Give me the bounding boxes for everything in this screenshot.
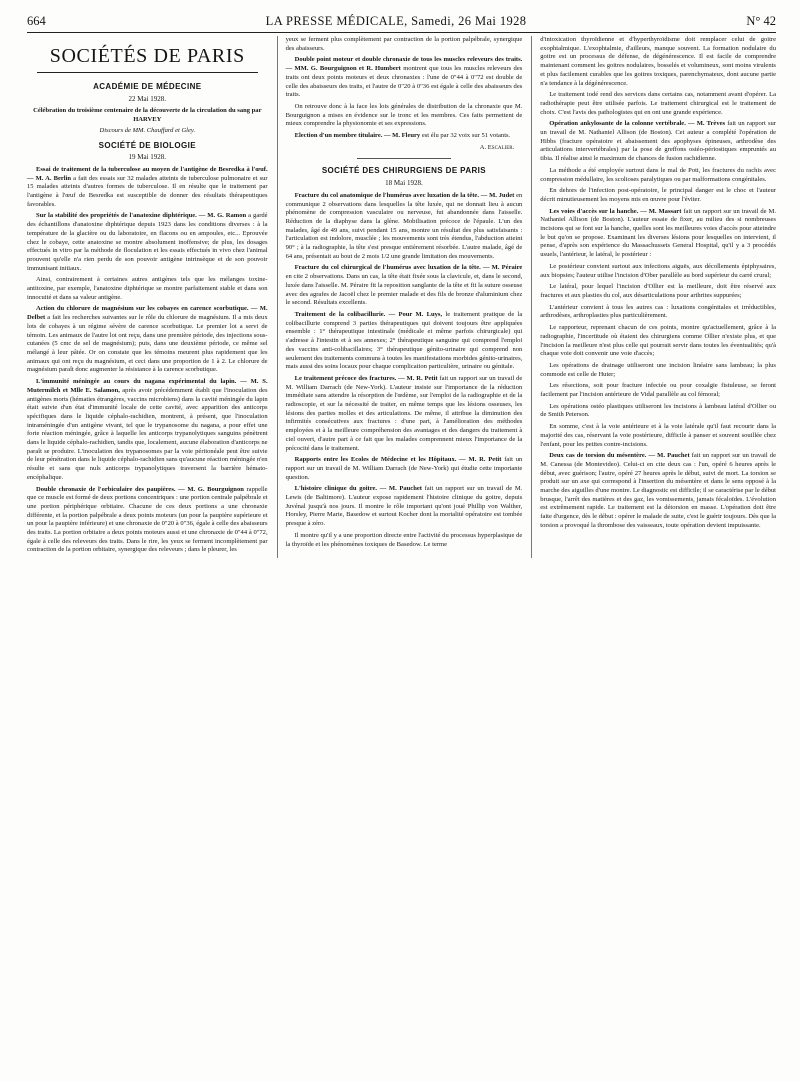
page-header: [27, 14, 776, 33]
article-magnesium: Action du chlorure de magnésium sur les cobayes en carence scorbutique. — M. Delbet a fait les recherches suivantes sur le rôle du chlorure de magnésium. Il a mis deux lots de cobayes à un régime sévère de carence scorbutique. Le premier lot a servi de témoin. Les animaux de l'autre lot ont reçu, dans une première période, des injections sous-cutanées (5 cmc de sel de magnésium); puis, dans une deuxième période, ce même sel mélangé à leur pâtée. Or on constate que les témoins meurent plus rapidement que les animaux qui ont reçu du magnésium, et ceci dans une proportion de 1 à 2. Le chlorure de magnésium paraît donc augmenter la résistance à la carence scorbutique.: [27, 305, 268, 374]
article-goitre-cont: Il montre qu'il y a une proportion directe entre l'activité du processus hyperplasique de la thyroïde et les phénomènes toxiques de Basedow. Le terme: [285, 531, 523, 548]
hanche-anterieur: L'antérieur convient à tous les autres cas : luxations congénitales et irréductibles, arthrodèses, arthroplasties plus particulièrement.: [540, 303, 776, 320]
chirurgiens-heading: SOCIÉTÉ DES CHIRURGIENS DE PARIS: [321, 166, 487, 176]
article-anatoxine: Sur la stabilité des propriétés de l'anatoxine diphtérique. — M. G. Ramon a gardé des échantillons d'anatoxine diphtérique depuis 1923 dans les conditions diverses : à la température de la glacière ou du laboratoire, en flacons ou en ampoules, etc... Eprouvée chez le cobaye, cette anatoxine se montre absolument inoffensive; de plus, les dosages effectués in vitro par la méthode de floculation et les essais effectués in vivo chez l'animal prouvent qu'elle n'a rien perdu de son pouvoir antigène intrinsèque et de son pouvoir immunisant initiaux.: [27, 212, 268, 272]
article-election: Election d'un membre titulaire. — M. Fleury est élu par 32 voix sur 51 votants.: [294, 132, 511, 140]
academie-date: 22 Mai 1928.: [128, 94, 167, 103]
columns: [27, 36, 776, 558]
column-3: [531, 36, 776, 558]
hanche-resections: Les résections, soit pour fracture infectée ou pour coxalgie fistuleuse, se feront facilement par l'incision antérieure de Vidal parallèle au col fémoral;: [540, 382, 776, 399]
article-goitre: L'histoire clinique du goitre. — M. Pauchet fait un rapport sur un travail de M. Lewis (de Baltimore). L'auteur expose rapidement l'histoire clinique du goitre, depuis Juvénal jusqu'à nos jours. Il montre le rôle important qu'ont joué Phillip von Walther, Horsley, Pierre Marie, Basedow et surtout Kocher dont la mortalité opératoire est tombée presque à zéro.: [285, 485, 523, 528]
article-hanche: Les voies d'accès sur la hanche. — M. Massart fait un rapport sur un travail de M. Nathaniel Allison (de Boston). L'auteur essaie de fixer, au milieu des si nombreuses incisions qui se font sur la hanche, quelles sont les meilleures voies d'accès pour atteindre le but qu'on se propose. Examinant les diverses lésions pour lesquelles on intervient, il pense, d'après son expérience du Massachussets General Hospital, qu'il y a 3 procédés usuels, l'antérieur, le latéral, le postérieur :: [540, 207, 776, 259]
article-ankylosante: Opération ankylosante de la colonne vertébrale. — M. Trèves fait un rapport sur un travail de M. Nathaniel Allison (de Boston). Cet auteur a complété l'opération de Hibbs (fracture opératoire et abaissement des apophyses épineuses, arthrodèse des articulations intervertébrales) par la pose de greffons ostéo-périostiques empruntés au tibia. Il réalise ainsi le maximum de chances de fusion rachidienne.: [540, 120, 776, 163]
column-1: [27, 36, 268, 558]
hanche-lateral: Le latéral, pour lequel l'incision d'Ollier est la meilleure, doit être réservé aux fractures et aux plasties du col, aux désarticulations pour arthrites suppurées;: [540, 283, 776, 299]
article-releveurs: Double point moteur et double chronaxie de tous les muscles releveurs des traits. — MM. G. Bourguignon et R. Humbert montrent que tous les muscles releveurs des traits ont deux points moteurs et deux chronaxies : l'une de 0"44 à 0"72 est double de celle des abaisseurs des traits, et l'autre de 0"20 à 0"36 est égale à celle des abaisseurs des traits.: [285, 56, 523, 99]
chirurgiens-date: 18 Mai 1928.: [385, 179, 423, 188]
hanche-osteo: Les opérations ostéo plastiques utiliseront les incisions à lambeau latéral d'Ollier ou de Smith Peterson.: [540, 402, 776, 419]
article-anatoxine-cont: Ainsi, contrairement à certaines autres antigènes tels que les mélanges toxine-antitoxine, par exemple, l'anatoxine diphtérique se montre parfaitement stable et dans son innocuité et dans sa valeur antigène.: [27, 276, 268, 301]
hanche-posterieur: Le postérieur convient surtout aux infections aiguës, aux décollements épiphysaires, aux biopsies; l'auteur utilise l'incision d'Ober parallèle au bord supérieur du carré crural;: [540, 262, 776, 279]
main-title: SOCIÉTÉS DE PARIS: [49, 45, 245, 67]
article-releveurs-cont: On retrouve donc à la face les lois générales de distribution de la chronaxie que M. Bourguignon a mises en évidence sur le tronc et les membres. Ces faits permettent de mieux comprendre la physionomie et ses expressions.: [285, 102, 523, 128]
column-2: [277, 36, 523, 558]
article-nagana: L'immunité méningée au cours du nagana expérimental du lapin. — M. S. Mutermilch et Mlle E. Salamon, après avoir précédemment établi que l'inoculation des antigènes morts (hématies étrangères, vaccins microbiens) dans la cavité méningée du lapin était suivie d'un état d'immunité locale de cette cavité, avec apparition des anticorps spécifiques dans le liquide céphalo-rachidien, montrent, à présent, que l'inoculation intraméningée d'un antigène vivant, tel que le trypanosome du nagana, a pour effet une forte réaction méningée, grâce à laquelle les anticorps trypanolytiques sanguins pénètrent dans le liquide céphalo-rachidien, tandis que, localement, aucune élaboration d'anticorps ne paraît se produire. L'inoculation des trypanosomes par la voie péritonéale peut être suivie de leur pénétration dans le liquide céphalo-rachidien sans qu'aucune réaction méningée n'en résulte et sans que nuls anticorps trypanolytiques traversent la barrière hémato-encéphalique.: [27, 378, 268, 481]
chronaxie-cont: yeux se ferment plus complètement par contraction de la portion palpébrale, synergique des abaisseurs.: [285, 36, 523, 52]
issue-number: N° 42: [746, 14, 776, 28]
page-number: 664: [27, 14, 46, 28]
discours-line: Discours de MM. Chauffard et Gley.: [99, 126, 196, 134]
article-humerus-peraire: Fracture du col chirurgical de l'humérus avec luxation de la tête. — M. Péraire en cite 2 observations. Dans un cas, la tête était fixée sous la clavicule, et, dans le second, luxée dans l'aisselle. M. Péraire fit la reposition sanglante de la tête et fit la suture osseuse avec des agrafes de Jacoël chez le premier malade et des fils de bronze d'aluminium chez le second. Résultats excellents.: [285, 264, 523, 307]
hanche-rapporteur: Le rapporteur, reprenant chacun de ces points, montre qu'actuellement, grâce à la radiographie, l'incertitude où étaient des chirurgiens comme Ollier n'existe plus, et que l'incision la meilleure n'est plus celle qui pourrait servir dans toutes les éventualités; qu'à chaque voie doit convenir une voie d'accès;: [540, 324, 776, 358]
academie-heading: ACADÉMIE DE MÉDECINE: [93, 82, 202, 91]
journal-title: LA PRESSE MÉDICALE, Samedi, 26 Mai 1928: [265, 14, 527, 28]
article-chronaxie: Double chronaxie de l'orbiculaire des paupières. — M. G. Bourguignon rappelle que ce muscle est formé de deux portions concentriques : une portion centrale palpébrale et une portion périphérique orbitaire. Chacune de ces deux portions a une chronaxie différente, et la portion palpébrale a deux points moteurs (un pour la paupière supérieure et un pour la paupière inférieure) et une chronaxie de 0"20 à 0"36, égale à celle des abaisseurs des traits. La portion orbitaire a deux points moteurs aussi et une chronaxie de 0"44 à 0"72, égale à celle des releveurs des traits. Dans le rire, les yeux se ferment incomplètement par contraction de la portion orbitaire, synergique des releveurs ; dans le pleurer, les: [27, 485, 268, 554]
signature-escalier: A. Escalier.: [479, 143, 515, 151]
ankylosante-methode: La méthode a été employée surtout dans le mal de Pott, les fractures du rachis avec compression médullaire, les scolioses paralytiques ou par malformations congénitales.: [540, 166, 776, 183]
celebration-title: Célébration du troisième centenaire de la découverte de la circulation du sang par HARVEY: [33, 107, 262, 124]
hanche-somme: En somme, c'est à la voie antérieure et à la voie latérale qu'il faut recourir dans la majorité des cas, réservant la voie postérieure, difficile à panser et souvent souillée chez l'enfant, pour les petites contre-incisions.: [540, 423, 776, 448]
section-divider: [357, 158, 452, 159]
hanche-drainage: Les opérations de drainage utiliseront une incision linéaire sans lambeau; la plus commode est celle de Huter;: [540, 361, 776, 378]
article-fractures: Le traitement précoce des fractures. — M. R. Petit fait un rapport sur un travail de M. William Darrach (de New-York). L'auteur insiste sur l'importance de la réduction immédiate sans attendre la résorption de l'œdème, sur l'emploi de la radiographie et de la radioscopie, et sur la nécessité de traiter, en même temps que les lésions osseuses, les lésions des parties molles et des articulations. De même, il attribue la diminution des infirmités consécutives aux fractures : d'une part, à l'amélioration des méthodes employées et à la meilleure compréhension des avantages et des dangers du traitement à ciel ouvert, d'autre part à ce fait que les malades comprennent mieux l'importance de la précocité dans le traitement.: [285, 374, 523, 452]
ankylosante-danger: En dehors de l'infection post-opératoire, le principal danger est le choc et l'auteur décrit minutieusement les moyens mis en œuvre pour l'éviter.: [540, 187, 776, 203]
biologie-date: 19 Mai 1928.: [128, 153, 167, 162]
article-humerus-judet: Fracture du col anatomique de l'humérus avec luxation de la tête. — M. Judet en communique 2 observations dans lesquelles la tête luxée, qui ne donnait lieu à aucun phénomène de compression vasculaire ou nerveuse, fut abandonnée dans l'aisselle. Réduction de la diaphyse dans la glène. Mobilisation précoce de l'épaule. L'un des malades, âgé de 49 ans, suivi pendant 15 ans, montre un résultat des plus satisfaisants : l'articulation est indolore, musclée ; les mouvements sont très étendus, l'abduction atteint 90° ; à la radiographie, la tête s'est presque entièrement résorbée. L'autre malade, âgé de 64 ans, présentait au bout de 2 mois 1/2 une grande limitation des mouvements.: [285, 191, 523, 260]
goitre-traitement: Le traitement iodé rend des services dans certains cas, notamment avant d'opérer. La radiothérapie peut être utilisée parfois. Le traitement chirurgical est le traitement de choix. C'est l'avis des pathologistes qui en ont une grande expérience.: [540, 91, 776, 116]
title-rule: [37, 72, 258, 73]
biologie-heading: SOCIÉTÉ DE BIOLOGIE: [98, 140, 196, 150]
article-colibacillurie: Traitement de la colibacillurie. — Pour M. Luys, le traitement pratique de la colibacillurie comprend 3 parties thérapeutiques qui doivent toujours être appliquées ensemble : 1° thérapeutique intestinale (médicale et même parfois chirurgicale) qui s'adresse à l'intestin et à ses annexes; 2° thérapeutique sanguine qui comprend l'emploi des vaccins anti-colibacillaires; 3° thérapeutique génito-urinaire qui comprend non seulement des traitements communs à toutes les manifestations morbides génito-urinaires, mais aussi des soins locaux pour chaque complication particulière, urinaire ou génitale.: [285, 310, 523, 371]
goitre-cont: d'intoxication thyroïdienne et d'hyperthyroïdisme doit remplacer celui de goitre exophtalmique. L'exophtalmie, d'ailleurs, manque souvent. La formation nodulaire du goitre est un processus de défense, de dégénérescence. Il est facile de comprendre maintenant comment les goitres nodulaires, bosselés et volumineux, sont moins virulents et plus facilement curables que les goitres toxiques, parenchymateux, dont aucune partie n'a tendance à la dégénérescence.: [540, 36, 776, 87]
article-mesentere: Deux cas de torsion du mésentère. — M. Pauchet fait un rapport sur un travail de M. Canessa (de Montevideo). Celui-ci en cite deux cas : l'un, opéré 6 heures après le début, avec guérison; l'autre, opéré 27 heures après le début, suivi de mort. La torsion se produit sur un axe qui correspond à l'insertion du mésentère et dans le sens opposé à la marche des aiguilles d'une montre. Le diagnostic est difficile; il se caractérise par le début brusque, l'arrêt des matières et des gaz, les vomissements, jamais fécaloïdes. L'évolution est extrêmement rapide. Le traitement est la détorsion en masse. L'opération doit être faite d'urgence, dès le début : opérer le malade de suite, c'est le guérir toujours. Dès que la torsion a provoqué la thrombose des vaisseaux, toute opération devient impuissante.: [540, 452, 776, 529]
article-tuberculose: Essai de traitement de la tuberculose au moyen de l'antigène de Besredka à l'œuf. — M. A. Berlin a fait des essais sur 32 malades atteints de tuberculose pulmonaire et sur 15 malades atteints d'autres formes de tuberculose. Il en résulte que le traitement par l'antigène à l'œuf de Besredka est susceptible de donner des résultats thérapeutiques favorables.: [27, 165, 268, 208]
article-ecoles: Rapports entre les Ecoles de Médecine et les Hôpitaux. — M. R. Petit fait un rapport sur un travail de M. William Darrach (de New-York) qui étudie cette importante question.: [285, 456, 523, 481]
